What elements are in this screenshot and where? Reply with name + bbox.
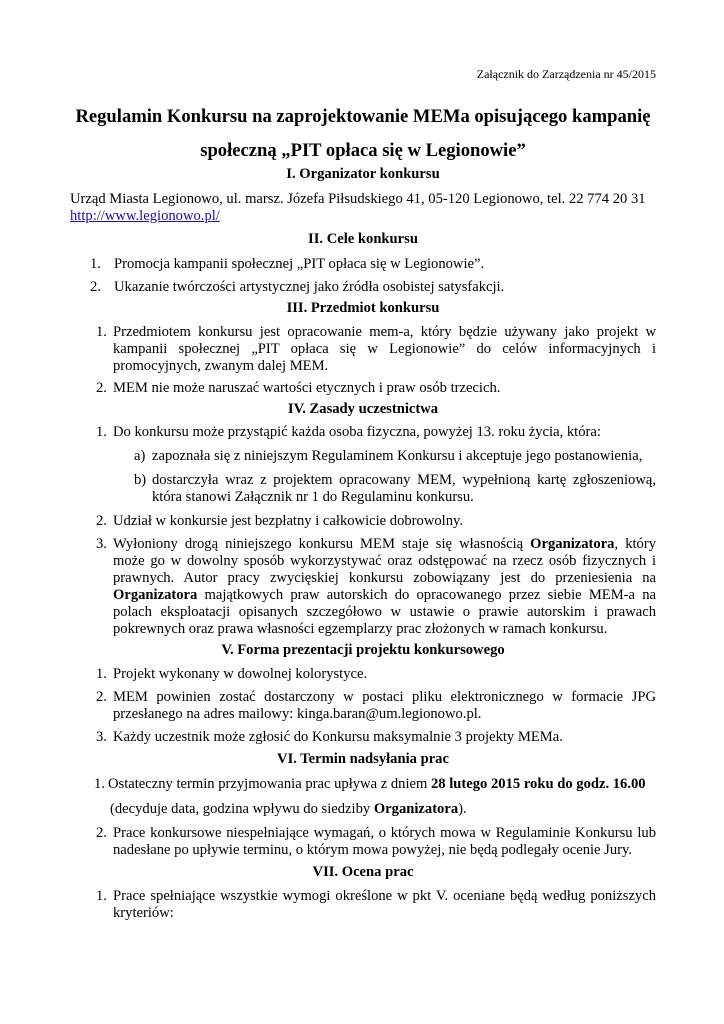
list-number: 1. — [90, 256, 101, 272]
list-number: 2. — [96, 380, 107, 396]
list-number: 3. — [96, 729, 107, 745]
list-item — [70, 776, 656, 793]
list-item — [70, 888, 656, 922]
deadline-date: 28 lutego 2015 roku do godz. 16.00 — [430, 776, 646, 792]
section-heading-evaluation: VII. Ocena prac — [312, 864, 414, 880]
list-text: Każdy uczestnik może zgłosić do Konkursu maksymalnie 3 projekty MEMa. — [113, 729, 563, 745]
section-heading-subject: III. Przedmiot konkursu — [286, 300, 440, 316]
list-text: Projekt wykonany w dowolnej kolorystyce. — [113, 666, 368, 682]
list-number: 1. — [96, 324, 107, 340]
organizer-emphasis: Organizatora — [530, 536, 615, 552]
organizer-link-line — [70, 208, 656, 225]
list-number: 3. — [96, 536, 107, 552]
list-text: Prace spełniające wszystkie wymogi określone w pkt V. oceniane będą według poniższych kryteriów: — [113, 888, 656, 921]
document-title — [70, 100, 656, 168]
section-heading-form: V. Forma prezentacji projektu konkursowego — [221, 642, 505, 658]
list-item — [70, 689, 656, 723]
sub-list-letter: a) — [134, 448, 146, 464]
list-text: Przedmiotem konkursu jest opracowanie mem-a, który będzie używany jako projekt w kampanii społecznej „PIT opłaca się w Legionowie” do celów informacyjnych i promocyjnych, zwanym dalej MEM. — [113, 324, 656, 374]
section-heading-organizer: I. Organizator konkursu — [286, 166, 440, 182]
list-item — [70, 380, 656, 397]
list-text: Prace konkursowe niespełniające wymagań, o których mowa w Regulaminie Konkursu lub nadesłane po upływie terminu, o którym mowa powyżej, nie będą podlegały ocenie Jury. — [113, 825, 656, 858]
sub-list-text: zapoznała się z niniejszym Regulaminem Konkursu i akceptuje jego postanowienia, — [152, 448, 643, 464]
list-text: Udział w konkursie jest bezpłatny i całkowicie dobrowolny. — [113, 513, 464, 529]
document-body — [70, 166, 656, 922]
list-text: MEM powinien zostać dostarczony w postaci pliku elektronicznego w formacie JPG przesłanego na adres mailowy: kinga.baran@um.legionowo.pl. — [113, 689, 656, 722]
sub-list-letter: b) — [134, 472, 147, 488]
organizer-address: Urząd Miasta Legionowo, ul. marsz. Józefa Piłsudskiego 41, 05-120 Legionowo, tel. 22 774 20 31 — [70, 191, 646, 207]
sub-list-item — [70, 472, 656, 506]
list-number: 1. — [96, 888, 107, 904]
list-item — [70, 825, 656, 859]
title-line-2: społeczną „PIT opłaca się w Legionowie” — [200, 140, 526, 161]
list-item — [70, 729, 656, 746]
list-text: Ostateczny termin przyjmowania prac upływa z dniem 28 lutego 2015 roku do godz. 16.00 — [108, 776, 646, 792]
list-number: 2. — [96, 689, 107, 705]
list-item — [70, 536, 656, 638]
list-number: 2. — [90, 279, 101, 295]
list-text: Ukazanie twórczości artystycznej jako źródła osobistej satysfakcji. — [114, 279, 505, 295]
list-item — [70, 424, 656, 441]
list-item — [70, 324, 656, 375]
list-item — [70, 513, 656, 530]
section-heading-goals: II. Cele konkursu — [308, 231, 418, 247]
organizer-emphasis: Organizatora — [113, 587, 198, 603]
section-heading-deadline: VI. Termin nadsyłania prac — [277, 751, 449, 767]
sub-list-text: dostarczyła wraz z projektem opracowany MEM, wypełnioną kartę zgłoszeniową, która stanowi Załącznik nr 1 do Regulaminu konkursu. — [152, 472, 656, 505]
list-number: 2. — [96, 513, 107, 529]
organizer-website-link[interactable]: http://www.legionowo.pl/ — [70, 208, 220, 224]
list-number: 2. — [96, 825, 107, 841]
list-item — [70, 279, 656, 296]
deadline-note: (decyduje data, godzina wpływu do siedziby Organizatora). — [110, 801, 467, 817]
title-line-1: Regulamin Konkursu na zaprojektowanie MEMa opisującego kampanię — [75, 106, 651, 127]
section-heading-rules: IV. Zasady uczestnictwa — [287, 401, 439, 417]
list-number: 1. — [96, 424, 107, 440]
sub-list-item — [70, 448, 656, 465]
list-number: 1. — [96, 666, 107, 682]
annex-label: Załącznik do Zarządzenia nr 45/2015 — [476, 67, 656, 81]
organizer-emphasis: Organizatora — [373, 801, 459, 817]
list-item — [70, 256, 656, 273]
list-text: Do konkursu może przystąpić każda osoba fizyczna, powyżej 13. roku życia, która: — [113, 424, 601, 440]
list-text: Promocja kampanii społecznej „PIT opłaca się w Legionowie”. — [114, 256, 485, 272]
list-text: Wyłoniony drogą niniejszego konkursu MEM staje się własnością Organizatora, który może go w dowolny sposób wykorzystywać oraz odstępować na rzecz osób fizycznych i prawnych. Autor pracy zwycięskiej konkursu zobowiązany jest do przeniesienia na Organizatora majątkowych praw autorskich do opracowanego przez siebie MEM-a na polach eksploatacji opisanych szczegółowo w ustawie o prawie autorskim i prawach pokrewnych oraz prawa własności egzemplarzy prac złożonych w ramach konkursu. — [113, 536, 657, 637]
list-number: 1. — [94, 776, 105, 792]
list-item — [70, 666, 656, 683]
list-text: MEM nie może naruszać wartości etycznych i praw osób trzecich. — [113, 380, 501, 396]
